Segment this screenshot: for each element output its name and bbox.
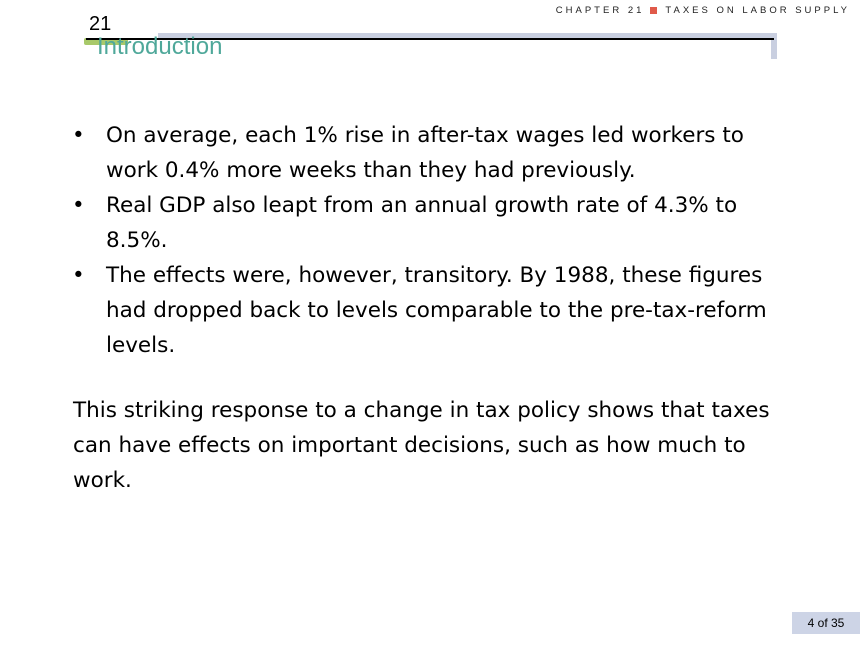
title-rule-drop — [771, 33, 777, 59]
bullet-item — [72, 118, 772, 188]
chapter-label: CHAPTER 21 — [555, 5, 645, 16]
square-bullet-icon — [650, 7, 657, 14]
page-indicator: 4 of 35 — [792, 612, 860, 634]
conclusion-paragraph: This striking response to a change in tax policy shows that taxes can have effects on important decisions, such as how much to work. — [73, 398, 770, 493]
chapter-title: TAXES ON LABOR SUPPLY — [665, 5, 850, 16]
bullet-item — [72, 258, 772, 363]
chapter-header — [556, 5, 850, 16]
bullet-dot-icon: • — [72, 123, 85, 148]
slide-title: Introduction — [97, 33, 223, 60]
bullet-text: On average, each 1% rise in after-tax wages led workers to work 0.4% more weeks than they had previously. — [106, 123, 744, 183]
bullet-item — [72, 188, 772, 258]
bullet-dot-icon: • — [72, 193, 85, 218]
bullet-text: Real GDP also leapt from an annual growth rate of 4.3% to 8.5%. — [106, 193, 738, 253]
chapter-number: 21 — [89, 13, 112, 35]
bullet-text: The effects were, however, transitory. By 1988, these figures had dropped back to levels comparable to the pre-tax-reform levels. — [106, 263, 767, 358]
bullet-list — [72, 118, 772, 363]
bullet-dot-icon: • — [72, 263, 85, 288]
